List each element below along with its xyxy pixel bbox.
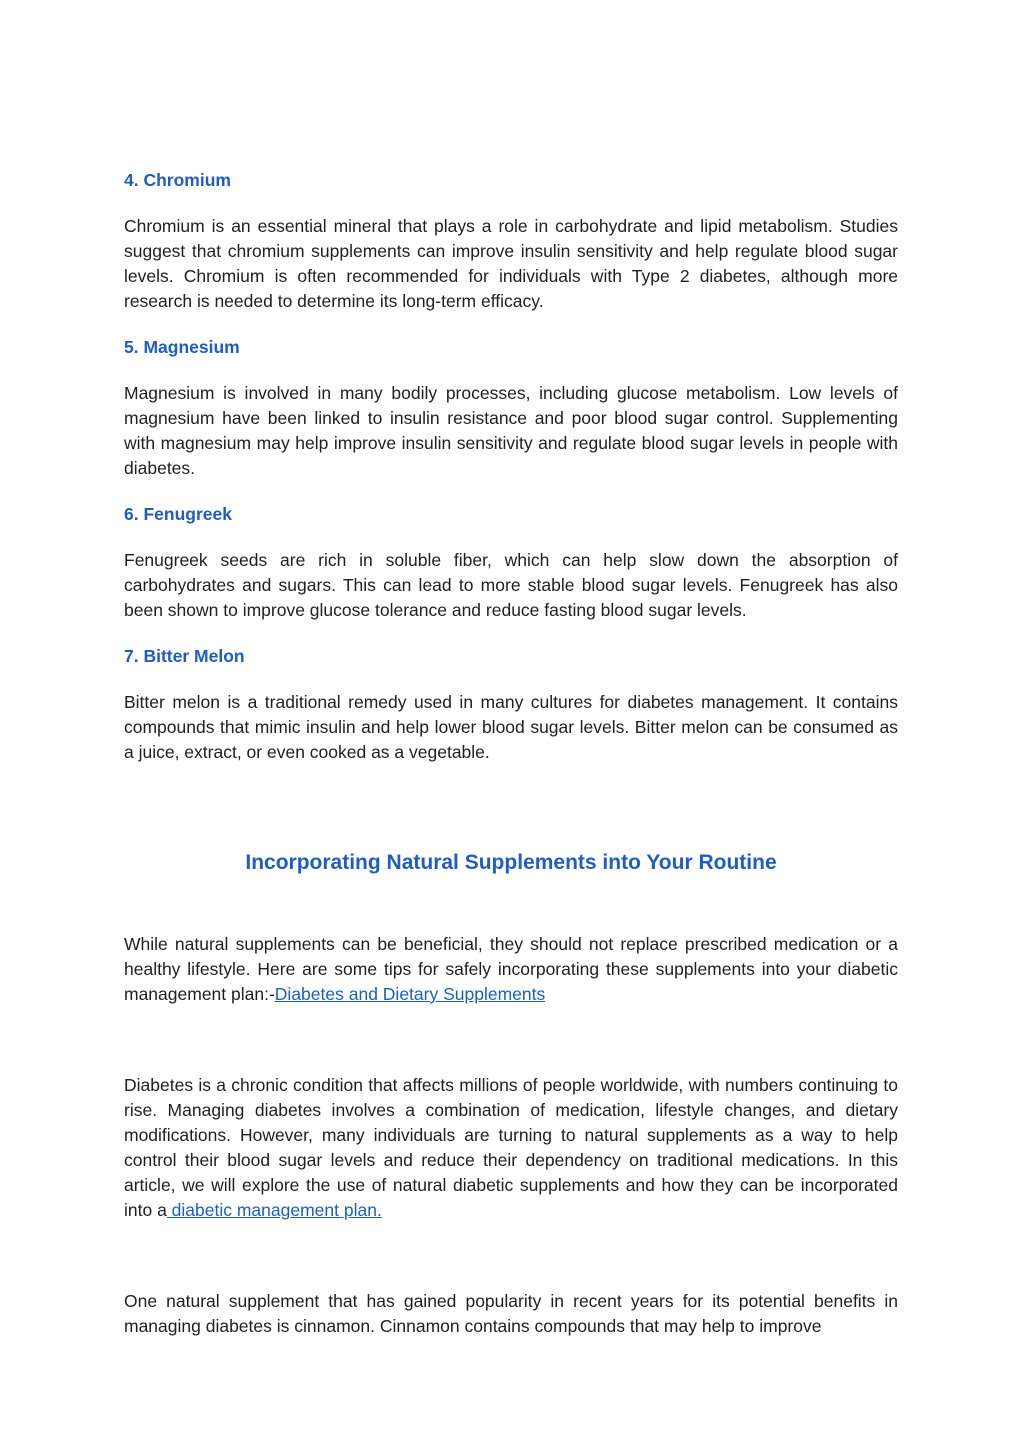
section-body-chromium: Chromium is an essential mineral that plays a role in carbohydrate and lipid metabolism. Studies suggest that chromium supplements can improve insulin sensitivity and help regulate blood sugar levels. Chromium is often recommended for individuals with Type 2 diabetes, although more research is needed to determine its long-term efficacy.	[124, 216, 898, 311]
routine-paragraph	[124, 932, 898, 1007]
diabetic-management-plan-link[interactable]: diabetic management plan.	[166, 1200, 382, 1220]
diabetes-supplements-link[interactable]: Diabetes and Dietary Supplements	[274, 984, 546, 1004]
section-heading-magnesium: 5. Magnesium	[124, 337, 240, 357]
routine-body-text: While natural supplements can be beneficial, they should not replace prescribed medication or a healthy lifestyle. Here are some tips for safely incorporating these supplements into your diabetic management plan:-	[124, 934, 898, 1004]
cinnamon-paragraph: One natural supplement that has gained popularity in recent years for its potential benefits in managing diabetes is cinnamon. Cinnamon contains compounds that may help to improve	[124, 1291, 898, 1336]
diabetes-body-text: Diabetes is a chronic condition that affects millions of people worldwide, with numbers continuing to rise. Managing diabetes involves a combination of medication, lifestyle changes, and dietary modifications. However, many individuals are turning to natural supplements as a way to help control their blood sugar levels and reduce their dependency on traditional medications. In this article, we will explore the use of natural diabetic supplements and how they can be incorporated into a	[124, 1075, 898, 1220]
routine-section-title: Incorporating Natural Supplements into Your Routine	[245, 851, 777, 874]
diabetes-paragraph	[124, 1073, 898, 1223]
section-heading-bitter-melon: 7. Bitter Melon	[124, 646, 245, 666]
section-heading-chromium: 4. Chromium	[124, 170, 231, 190]
section-body-magnesium: Magnesium is involved in many bodily processes, including glucose metabolism. Low levels of magnesium have been linked to insulin resistance and poor blood sugar control. Supplementing with magnesium may help improve insulin sensitivity and regulate blood sugar levels in people with diabetes.	[124, 383, 898, 478]
section-body-bitter-melon: Bitter melon is a traditional remedy used in many cultures for diabetes management. It contains compounds that mimic insulin and help lower blood sugar levels. Bitter melon can be consumed as a juice, extract, or even cooked as a vegetable.	[124, 692, 898, 762]
section-heading-fenugreek: 6. Fenugreek	[124, 504, 232, 524]
section-body-fenugreek: Fenugreek seeds are rich in soluble fiber, which can help slow down the absorption of carbohydrates and sugars. This can lead to more stable blood sugar levels. Fenugreek has also been shown to improve glucose tolerance and reduce fasting blood sugar levels.	[124, 550, 898, 620]
document-page	[124, 168, 898, 1339]
